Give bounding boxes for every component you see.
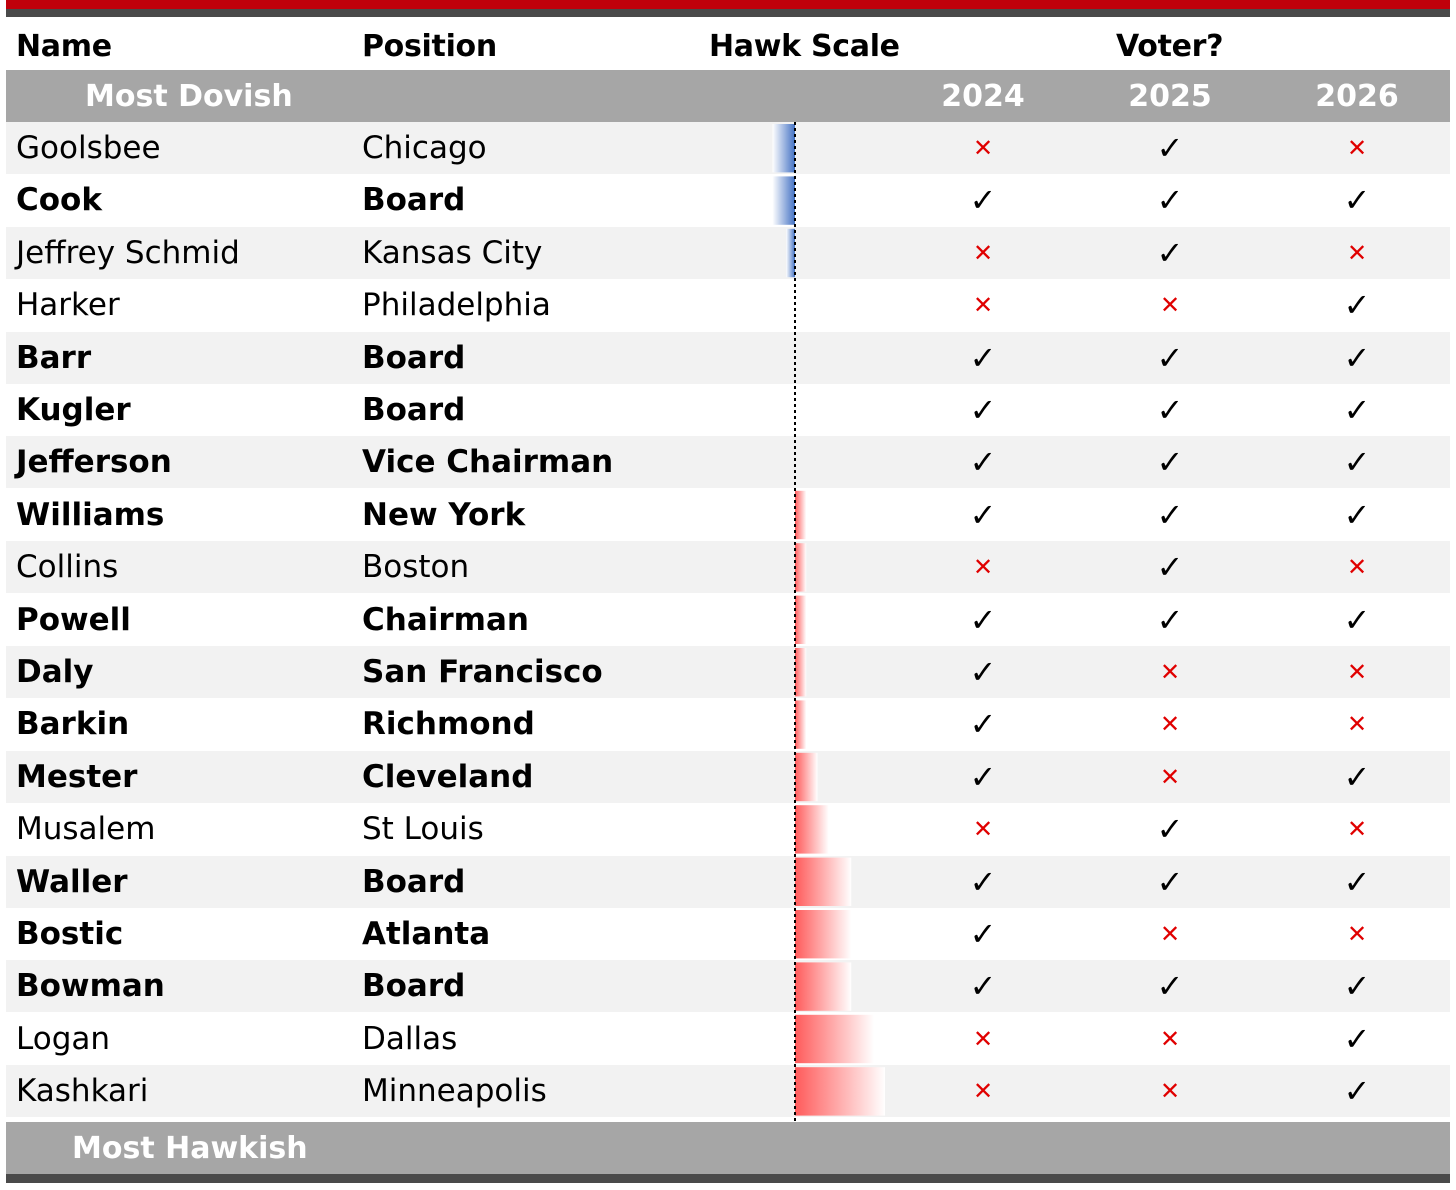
bottom-rule: [6, 1174, 1450, 1183]
member-position: Philadelphia: [362, 287, 551, 324]
table-row: [6, 436, 1450, 488]
cross-icon-2024: ✕: [972, 815, 994, 844]
member-name: Powell: [16, 601, 131, 638]
member-position: Board: [362, 182, 466, 219]
check-icon-2024: ✓: [969, 705, 997, 744]
check-icon-2025: ✓: [1156, 391, 1184, 429]
table-row: [6, 698, 1450, 750]
member-name: Goolsbee: [16, 130, 161, 166]
table-row: [6, 279, 1450, 331]
member-position: Board: [362, 968, 466, 1005]
table-row: [6, 122, 1450, 174]
check-icon-2025: ✓: [1156, 338, 1184, 377]
check-icon-2026: ✓: [1343, 181, 1371, 220]
member-name: Musalem: [16, 811, 156, 848]
member-name: Jeffrey Schmid: [16, 234, 240, 271]
member-position: Board: [362, 392, 466, 428]
most-hawkish-band: [6, 1122, 1450, 1174]
member-position: Kansas City: [362, 234, 543, 271]
member-position: Richmond: [362, 706, 535, 743]
check-icon-2025: ✓: [1156, 129, 1184, 167]
member-position: Boston: [362, 549, 470, 586]
check-icon-2025: ✓: [1156, 548, 1184, 587]
table-row: [6, 174, 1450, 226]
table-row: [6, 541, 1450, 593]
member-position: Board: [362, 863, 466, 900]
table-row: [6, 1013, 1450, 1065]
cross-icon-2025: ✕: [1159, 291, 1181, 320]
member-name: Daly: [16, 654, 94, 690]
check-icon-2026: ✓: [1343, 757, 1371, 796]
check-icon-2024: ✓: [969, 862, 997, 901]
check-icon-2024: ✓: [969, 915, 997, 953]
check-icon-2026: ✓: [1343, 600, 1371, 639]
table-row: [6, 489, 1450, 541]
table-row: [6, 908, 1450, 960]
check-icon-2024: ✓: [969, 600, 997, 639]
table-row: [6, 384, 1450, 436]
check-icon-2026: ✓: [1343, 338, 1371, 377]
cross-icon-2026: ✕: [1346, 238, 1368, 267]
member-name: Kugler: [16, 392, 131, 428]
member-position: Atlanta: [362, 916, 491, 952]
cross-icon-2025: ✕: [1159, 710, 1181, 739]
member-name: Barkin: [16, 706, 130, 743]
check-icon-2026: ✓: [1343, 286, 1371, 325]
cross-icon-2026: ✕: [1346, 710, 1368, 739]
cross-icon-2024: ✕: [972, 1024, 994, 1053]
check-icon-2024: ✓: [969, 443, 997, 482]
member-position: New York: [362, 496, 526, 533]
header-hawk-scale: Hawk Scale: [709, 28, 900, 64]
member-name: Kashkari: [16, 1073, 149, 1110]
check-icon-2026: ✓: [1343, 862, 1371, 901]
member-position: Chairman: [362, 601, 529, 638]
check-icon-2024: ✓: [969, 181, 997, 220]
table-row: [6, 1065, 1450, 1117]
table-row: [6, 960, 1450, 1012]
cross-icon-2025: ✕: [1159, 658, 1181, 686]
cross-icon-2026: ✕: [1346, 815, 1368, 844]
check-icon-2024: ✓: [969, 653, 997, 691]
member-position: Chicago: [362, 130, 487, 166]
member-name: Mester: [16, 758, 138, 795]
year-2024-header: 2024: [941, 78, 1025, 114]
check-icon-2024: ✓: [969, 495, 997, 534]
cross-icon-2024: ✕: [972, 553, 994, 582]
check-icon-2025: ✓: [1156, 862, 1184, 901]
check-icon-2025: ✓: [1156, 967, 1184, 1006]
member-position: Dallas: [362, 1020, 458, 1057]
check-icon-2026: ✓: [1343, 1019, 1371, 1058]
most-hawkish-label: Most Hawkish: [72, 1130, 308, 1166]
year-2025-header: 2025: [1128, 78, 1212, 114]
member-name: Cook: [16, 182, 102, 219]
check-icon-2026: ✓: [1343, 495, 1371, 534]
member-position: Vice Chairman: [362, 444, 614, 481]
top-rule: [6, 0, 1450, 17]
cross-icon-2024: ✕: [972, 238, 994, 267]
check-icon-2026: ✓: [1343, 443, 1371, 482]
check-icon-2025: ✓: [1156, 443, 1184, 482]
header-position: Position: [362, 28, 497, 64]
header-voter: Voter?: [1116, 28, 1224, 64]
cross-icon-2024: ✕: [972, 134, 994, 162]
fomc-hawk-scale-table: [6, 0, 1450, 1190]
member-position: San Francisco: [362, 654, 603, 690]
cross-icon-2026: ✕: [1346, 134, 1368, 162]
cross-icon-2025: ✕: [1159, 762, 1181, 791]
cross-icon-2024: ✕: [972, 1077, 994, 1106]
check-icon-2026: ✓: [1343, 967, 1371, 1006]
cross-icon-2026: ✕: [1346, 658, 1368, 686]
year-2026-header: 2026: [1315, 78, 1399, 114]
check-icon-2025: ✓: [1156, 495, 1184, 534]
cross-icon-2024: ✕: [972, 291, 994, 320]
member-name: Waller: [16, 863, 128, 900]
table-row: [6, 803, 1450, 855]
member-position: Board: [362, 339, 466, 376]
cross-icon-2025: ✕: [1159, 920, 1181, 948]
member-name: Bostic: [16, 916, 124, 952]
member-name: Logan: [16, 1020, 111, 1057]
member-name: Williams: [16, 496, 165, 533]
check-icon-2024: ✓: [969, 967, 997, 1006]
table-row: [6, 856, 1450, 908]
member-name: Jefferson: [16, 444, 172, 481]
member-position: Minneapolis: [362, 1073, 547, 1110]
table-row: [6, 646, 1450, 698]
table-row: [6, 751, 1450, 803]
check-icon-2024: ✓: [969, 338, 997, 377]
check-icon-2024: ✓: [969, 757, 997, 796]
check-icon-2025: ✓: [1156, 233, 1184, 272]
most-dovish-band: [6, 70, 1450, 122]
check-icon-2025: ✓: [1156, 181, 1184, 220]
table-row: [6, 227, 1450, 279]
cross-icon-2025: ✕: [1159, 1024, 1181, 1053]
table-row: [6, 332, 1450, 384]
cross-icon-2026: ✕: [1346, 553, 1368, 582]
member-name: Barr: [16, 339, 92, 376]
cross-icon-2025: ✕: [1159, 1077, 1181, 1106]
member-position: St Louis: [362, 811, 484, 848]
check-icon-2025: ✓: [1156, 600, 1184, 639]
member-name: Collins: [16, 549, 119, 586]
table-row: [6, 594, 1450, 646]
cross-icon-2026: ✕: [1346, 920, 1368, 948]
header-name: Name: [16, 28, 112, 64]
most-dovish-label: Most Dovish: [85, 78, 293, 114]
member-name: Harker: [16, 287, 120, 324]
check-icon-2025: ✓: [1156, 810, 1184, 849]
check-icon-2024: ✓: [969, 391, 997, 429]
check-icon-2026: ✓: [1343, 1072, 1371, 1111]
member-position: Cleveland: [362, 758, 534, 795]
check-icon-2026: ✓: [1343, 391, 1371, 429]
member-name: Bowman: [16, 968, 165, 1005]
